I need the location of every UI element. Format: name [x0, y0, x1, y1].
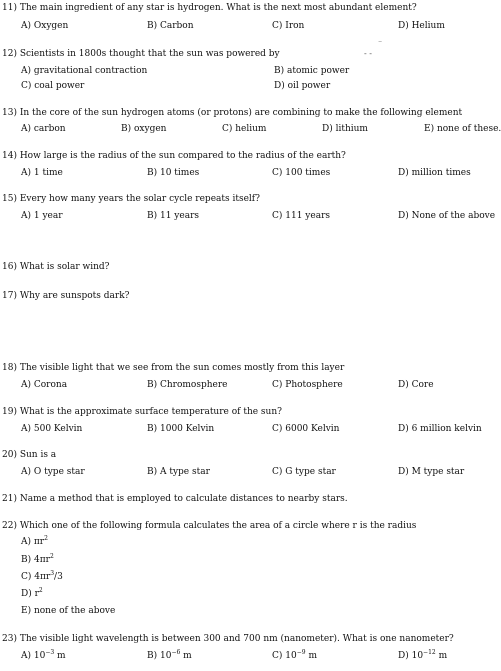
question-21: 21) Name a method that is employed to calculate distances to nearby stars. [2, 494, 348, 504]
option-14-a[interactable]: A) 1 time [21, 168, 63, 178]
option-23-a[interactable]: A) $10^{-3}$ m [21, 649, 66, 661]
question-22: 22) Which one of the following formula calculates the area of a circle where r is the radius [2, 521, 417, 531]
option-22-e[interactable]: E) none of the above [21, 606, 116, 616]
option-20-b[interactable]: B) A type star [147, 467, 210, 477]
option-18-c[interactable]: C) Photosphere [272, 380, 343, 390]
option-22-a[interactable]: A) $\pi r^2$ [21, 535, 48, 547]
option-15-c[interactable]: C) 111 years [272, 211, 330, 221]
option-19-b[interactable]: B) 1000 Kelvin [147, 424, 215, 434]
question-18: 18) The visible light that we see from the sun comes mostly from this layer [2, 363, 345, 373]
option-15-b[interactable]: B) 11 years [147, 211, 199, 221]
option-22-d[interactable]: D) $r^2$ [21, 587, 43, 599]
option-13-e[interactable]: E) none of these. [424, 124, 501, 134]
question-11: 11) The main ingredient of any star is hydrogen. What is the next most abundant element? [2, 3, 417, 13]
pen-mark: ⁻ [378, 39, 383, 48]
option-12-a[interactable]: A) gravitational contraction [21, 66, 148, 76]
option-11-d[interactable]: D) Helium [398, 21, 445, 31]
option-18-a[interactable]: A) Corona [21, 380, 68, 390]
option-20-d[interactable]: D) M type star [398, 467, 465, 477]
question-17: 17) Why are sunspots dark? [2, 291, 130, 301]
option-13-a[interactable]: A) carbon [21, 124, 66, 134]
option-11-a[interactable]: A) Oxygen [21, 21, 69, 31]
option-13-b[interactable]: B) oxygen [121, 124, 167, 134]
option-12-c[interactable]: C) coal power [21, 81, 85, 91]
question-13: 13) In the core of the sun hydrogen atoms (or protons) are combining to make the following element [2, 108, 463, 118]
question-16: 16) What is solar wind? [2, 262, 110, 272]
option-23-b[interactable]: B) $10^{-6}$ m [147, 649, 192, 661]
option-14-c[interactable]: C) 100 times [272, 168, 331, 178]
question-20: 20) Sun is a [2, 450, 57, 460]
option-11-c[interactable]: C) Iron [272, 21, 305, 31]
option-19-c[interactable]: C) 6000 Kelvin [272, 424, 340, 434]
option-19-a[interactable]: A) 500 Kelvin [21, 424, 83, 434]
option-23-d[interactable]: D) $10^{-12}$ m [398, 649, 448, 661]
option-14-b[interactable]: B) 10 times [147, 168, 200, 178]
option-12-b[interactable]: B) atomic power [274, 66, 350, 76]
option-20-a[interactable]: A) O type star [21, 467, 85, 477]
question-12: 12) Scientists in 1800s thought that the sun was powered by [2, 49, 280, 59]
option-18-d[interactable]: D) Core [398, 380, 434, 390]
option-13-c[interactable]: C) helium [222, 124, 267, 134]
pen-mark: ‐ ‐ [364, 49, 372, 58]
option-20-c[interactable]: C) G type star [272, 467, 336, 477]
question-15: 15) Every how many years the solar cycle repeats itself? [2, 194, 260, 204]
option-12-d[interactable]: D) oil power [274, 81, 331, 91]
question-19: 19) What is the approximate surface temperature of the sun? [2, 407, 282, 417]
option-22-c[interactable]: C) $4\pi r^3/3$ [21, 570, 63, 582]
option-23-c[interactable]: C) $10^{-9}$ m [272, 649, 317, 661]
option-18-b[interactable]: B) Chromosphere [147, 380, 228, 390]
option-15-d[interactable]: D) None of the above [398, 211, 496, 221]
question-14: 14) How large is the radius of the sun compared to the radius of the earth? [2, 151, 346, 161]
option-19-d[interactable]: D) 6 million kelvin [398, 424, 482, 434]
option-13-d[interactable]: D) lithium [322, 124, 368, 134]
option-22-b[interactable]: B) $4\pi r^2$ [21, 553, 54, 565]
question-23: 23) The visible light wavelength is between 300 and 700 nm (nanometer). What is one nanometer? [2, 634, 454, 644]
option-14-d[interactable]: D) million times [398, 168, 471, 178]
option-15-a[interactable]: A) 1 year [21, 211, 63, 221]
option-11-b[interactable]: B) Carbon [147, 21, 194, 31]
